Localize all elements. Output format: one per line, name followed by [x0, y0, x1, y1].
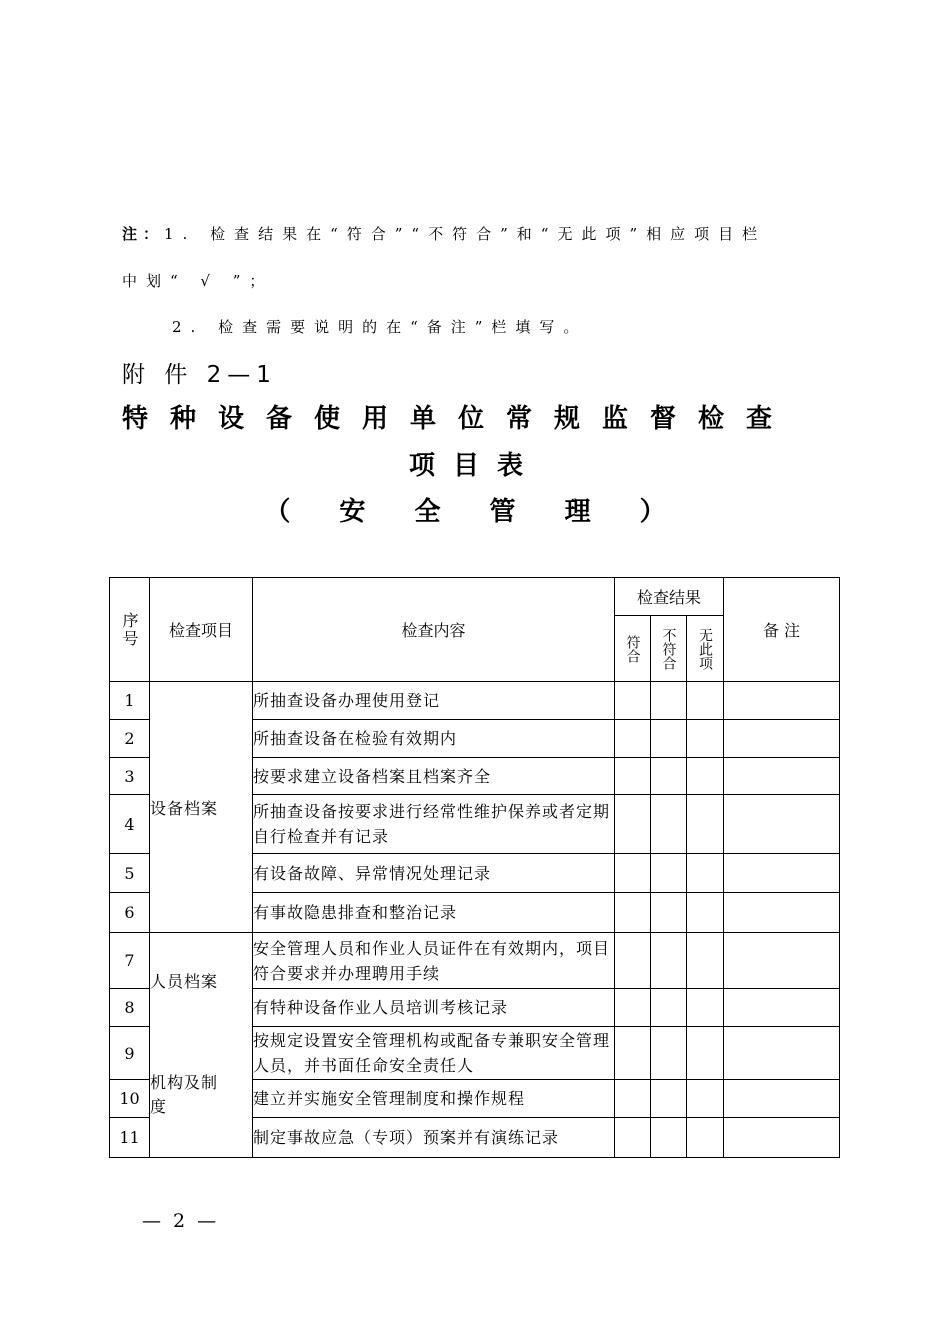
header-result: 检查结果 — [615, 578, 724, 616]
row-content: 安全管理人员和作业人员证件在有效期内，项目符合要求并办理聘用手续 — [253, 933, 615, 989]
header-remark: 备 注 — [724, 578, 840, 682]
header-na: 无此项 — [687, 616, 724, 682]
row-number: 7 — [110, 933, 150, 989]
row-content: 有特种设备作业人员培训考核记录 — [253, 989, 615, 1027]
page-title-line-1: 特种设备使用单位常规监督检查 — [122, 404, 795, 434]
cell-nonconform[interactable] — [651, 989, 687, 1027]
cell-nonconform[interactable] — [651, 795, 687, 854]
note-text-1: 1. 检查结果在“符合”“不符合”和“无此项”相应项目栏 — [164, 225, 767, 243]
row-number: 8 — [110, 989, 150, 1027]
cell-conform[interactable] — [615, 1080, 651, 1118]
row-number: 4 — [110, 795, 150, 854]
category-organization: 机构及制度 — [150, 1073, 219, 1116]
header-item: 检查项目 — [150, 578, 253, 682]
note-line-1b: 中划“ √ ”； — [122, 272, 274, 290]
cell-na[interactable] — [687, 893, 724, 933]
note-line-2: 2. 检查需要说明的在“备注”栏填写。 — [172, 318, 588, 336]
cell-conform[interactable] — [615, 854, 651, 893]
row-content: 按要求建立设备档案且档案齐全 — [253, 758, 615, 795]
table-row — [110, 682, 840, 720]
header-nonconform: 不符合 — [651, 616, 687, 682]
note-label: 注： — [122, 225, 165, 243]
cell-conform[interactable] — [615, 1118, 651, 1158]
header-conform: 符合 — [615, 616, 651, 682]
cell-conform[interactable] — [615, 758, 651, 795]
cell-remark[interactable] — [724, 720, 840, 758]
cell-conform[interactable] — [615, 1027, 651, 1080]
cell-nonconform[interactable] — [651, 1027, 687, 1080]
row-content: 按规定设置安全管理机构或配备专兼职安全管理人员，并书面任命安全责任人 — [253, 1027, 615, 1080]
cell-nonconform[interactable] — [651, 893, 687, 933]
cell-nonconform[interactable] — [651, 933, 687, 989]
cell-na[interactable] — [687, 1027, 724, 1080]
cell-na[interactable] — [687, 720, 724, 758]
row-number: 11 — [110, 1118, 150, 1158]
row-content: 所抽查设备按要求进行经常性维护保养或者定期自行检查并有记录 — [253, 795, 615, 854]
cell-remark[interactable] — [724, 758, 840, 795]
cell-remark[interactable] — [724, 854, 840, 893]
row-number: 6 — [110, 893, 150, 933]
cell-na[interactable] — [687, 854, 724, 893]
row-content: 有事故隐患排查和整治记录 — [253, 893, 615, 933]
cell-na[interactable] — [687, 989, 724, 1027]
row-number: 3 — [110, 758, 150, 795]
page-subtitle: （ 安 全 管 理 ） — [264, 497, 686, 527]
row-number: 1 — [110, 682, 150, 720]
cell-conform[interactable] — [615, 795, 651, 854]
row-number: 5 — [110, 854, 150, 893]
cell-remark[interactable] — [724, 1118, 840, 1158]
cell-na[interactable] — [687, 1080, 724, 1118]
cell-remark[interactable] — [724, 682, 840, 720]
category-personnel: 人员档案 — [150, 972, 219, 991]
cell-conform[interactable] — [615, 933, 651, 989]
page-number: — 2 — — [142, 1210, 220, 1232]
cell-nonconform[interactable] — [651, 682, 687, 720]
page-title-line-2: 项目表 — [408, 451, 541, 481]
cell-na[interactable] — [687, 1118, 724, 1158]
cell-nonconform[interactable] — [651, 720, 687, 758]
note-line-1 — [122, 223, 766, 244]
cell-conform[interactable] — [615, 720, 651, 758]
row-content: 制定事故应急（专项）预案并有演练记录 — [253, 1118, 615, 1158]
header-content: 检查内容 — [253, 578, 615, 682]
cell-remark[interactable] — [724, 795, 840, 854]
category-personnel-organization — [150, 933, 253, 1158]
cell-remark[interactable] — [724, 1027, 840, 1080]
cell-nonconform[interactable] — [651, 1118, 687, 1158]
cell-nonconform[interactable] — [651, 758, 687, 795]
cell-remark[interactable] — [724, 1080, 840, 1118]
row-content: 所抽查设备办理使用登记 — [253, 682, 615, 720]
row-number: 10 — [110, 1080, 150, 1118]
cell-conform[interactable] — [615, 989, 651, 1027]
table-row — [110, 933, 840, 989]
cell-nonconform[interactable] — [651, 1080, 687, 1118]
cell-conform[interactable] — [615, 893, 651, 933]
row-number: 2 — [110, 720, 150, 758]
row-content: 建立并实施安全管理制度和操作规程 — [253, 1080, 615, 1118]
cell-remark[interactable] — [724, 933, 840, 989]
row-content: 有设备故障、异常情况处理记录 — [253, 854, 615, 893]
cell-na[interactable] — [687, 795, 724, 854]
category-equipment: 设备档案 — [150, 682, 253, 933]
inspection-table — [109, 577, 840, 1158]
row-content: 所抽查设备在检验有效期内 — [253, 720, 615, 758]
cell-nonconform[interactable] — [651, 854, 687, 893]
cell-conform[interactable] — [615, 682, 651, 720]
cell-remark[interactable] — [724, 989, 840, 1027]
cell-na[interactable] — [687, 682, 724, 720]
cell-remark[interactable] — [724, 893, 840, 933]
attachment-label: 附 件 2—1 — [122, 362, 277, 388]
row-number: 9 — [110, 1027, 150, 1080]
cell-na[interactable] — [687, 933, 724, 989]
header-seq: 序号 — [110, 578, 150, 682]
cell-na[interactable] — [687, 758, 724, 795]
